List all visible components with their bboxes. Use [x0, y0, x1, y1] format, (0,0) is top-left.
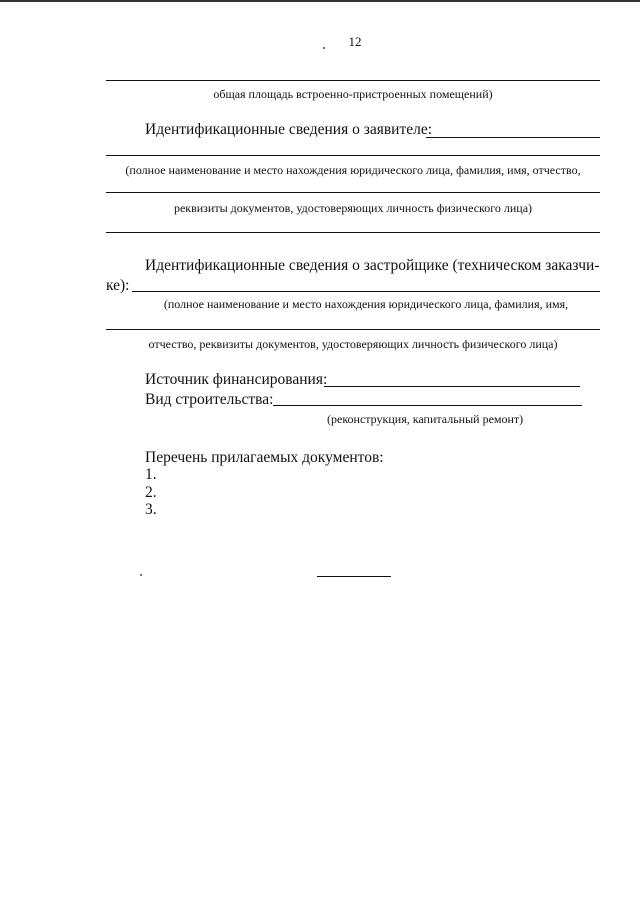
scan-speck [140, 574, 142, 576]
area-caption: общая площадь встроенно-пристроенных помещений) [213, 87, 493, 101]
applicant-field-line-3[interactable] [106, 192, 600, 193]
scan-speck [323, 47, 325, 49]
developer-caption-2: отчество, реквизиты документов, удостоверяющих личность физического лица) [148, 337, 558, 351]
developer-field-line-2[interactable] [106, 329, 600, 330]
applicant-field-line-4[interactable] [106, 232, 600, 233]
documents-item: 1. [145, 466, 157, 483]
applicant-field-line[interactable] [426, 137, 600, 138]
applicant-label: Идентификационные сведения о заявителе: [145, 121, 433, 138]
area-field-line[interactable] [106, 80, 600, 81]
documents-item: 3. [145, 501, 157, 518]
developer-caption-1: (полное наименование и место нахождения юридического лица, фамилия, имя, [163, 297, 569, 311]
applicant-caption-1: (полное наименование и место нахождения юридического лица, фамилия, имя, отчество, [125, 163, 581, 177]
developer-label-line-1: Идентификационные сведения о застройщике (техническом заказчи- [145, 257, 600, 274]
documents-title: Перечень прилагаемых документов: [145, 449, 384, 466]
construction-label: Вид строительства: [145, 391, 274, 408]
applicant-caption-2: реквизиты документов, удостоверяющих личность физического лица) [173, 201, 533, 215]
scan-top-edge [0, 0, 640, 2]
page-number: 12 [348, 34, 362, 49]
construction-field-line[interactable] [273, 405, 582, 406]
applicant-field-line-2[interactable] [106, 155, 600, 156]
financing-field-line[interactable] [324, 386, 580, 387]
developer-field-line[interactable] [132, 291, 600, 292]
construction-caption: (реконструкция, капитальный ремонт) [327, 412, 524, 426]
end-separator [317, 576, 391, 577]
financing-label: Источник финансирования: [145, 371, 328, 388]
developer-label-line-2: ке): [106, 277, 130, 294]
documents-item: 2. [145, 484, 157, 501]
